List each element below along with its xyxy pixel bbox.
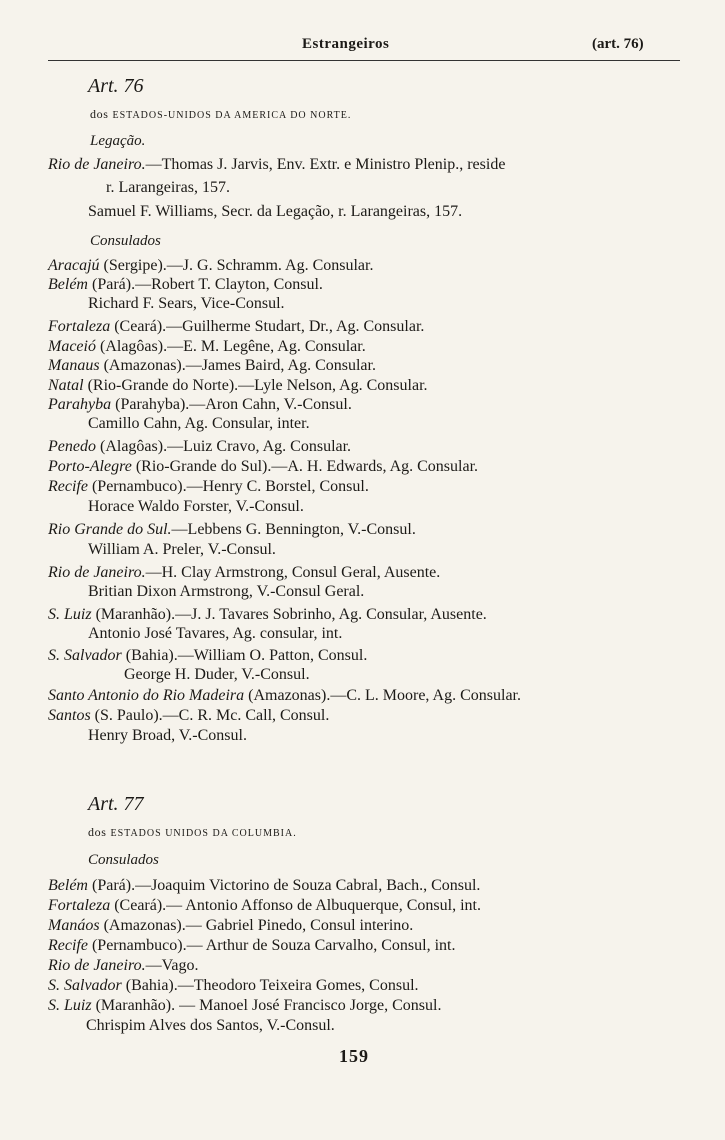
entry-text: Camillo Cahn, Ag. Consular, inter. — [88, 415, 310, 432]
entry-text: (S. Paulo).—C. R. Mc. Call, Consul. — [90, 707, 330, 724]
entry-line — [88, 497, 304, 517]
entry-text: (Rio-Grande do Norte).—Lyle Nelson, Ag. Consular. — [83, 377, 428, 394]
entry-text: (Pará).—Robert T. Clayton, Consul. — [87, 276, 323, 293]
entry-place: Manaus — [48, 357, 100, 374]
entry-place: Penedo — [48, 438, 96, 455]
entry-place: Parahyba — [48, 396, 112, 413]
entry-text: William A. Preler, V.-Consul. — [88, 541, 276, 558]
entry-text: (Bahia).—William O. Patton, Consul. — [121, 647, 368, 664]
entry-line — [48, 646, 367, 666]
entry-line — [106, 178, 230, 198]
entry-line — [88, 726, 247, 746]
header-rule — [48, 60, 680, 61]
entry-place: S. Salvador — [48, 977, 122, 994]
entry-text: (Amazonas).— Gabriel Pinedo, Consul interino. — [99, 917, 414, 934]
entry-text: (Ceará).— Antonio Affonso de Albuquerque, Consul, int. — [110, 897, 481, 914]
entry-text: (Pernambuco).—Henry C. Borstel, Consul. — [87, 478, 369, 495]
entry-text: (Pará).—Joaquim Victorino de Souza Cabral, Bach., Consul. — [87, 877, 481, 894]
entry-text: (Amazonas).—C. L. Moore, Ag. Consular. — [244, 687, 521, 704]
entry-line — [48, 563, 440, 583]
entry-line — [48, 356, 376, 376]
entry-text: r. Larangeiras, 157. — [106, 179, 230, 196]
entry-line — [86, 1016, 335, 1036]
entry-place: Maceió — [48, 338, 96, 355]
entry-text: —Lebbens G. Bennington, V.-Consul. — [171, 521, 416, 538]
subtitle-country: ESTADOS UNIDOS DA COLUMBIA. — [110, 828, 297, 839]
entry-place: Rio Grande do Sul. — [48, 521, 172, 538]
entry-place: Manáos — [48, 917, 100, 934]
subtitle-prefix: dos — [88, 825, 107, 839]
entry-line — [48, 916, 413, 936]
entry-text: (Ceará).—Guilherme Studart, Dr., Ag. Consular. — [110, 318, 425, 335]
entry-text: (Bahia).—Theodoro Teixeira Gomes, Consul. — [121, 977, 419, 994]
entry-line — [48, 337, 366, 357]
entry-place: Rio de Janeiro. — [48, 156, 146, 173]
entry-text: Samuel F. Williams, Secr. da Legação, r. Larangeiras, 157. — [88, 203, 463, 220]
entry-place: Porto-Alegre — [48, 458, 132, 475]
entry-line — [88, 414, 310, 434]
entry-text: (Maranhão).—J. J. Tavares Sobrinho, Ag. Consular, Ausente. — [91, 606, 487, 623]
art-76-subtitle — [90, 104, 351, 126]
entry-line — [88, 540, 276, 560]
entry-text: Britian Dixon Armstrong, V.-Consul Geral. — [88, 583, 365, 600]
entry-line — [48, 956, 199, 976]
entry-line — [48, 896, 481, 916]
entry-line — [48, 437, 351, 457]
page-number: 159 — [339, 1046, 369, 1066]
entry-place: Rio de Janeiro. — [48, 564, 146, 581]
entry-text: Horace Waldo Forster, V.-Consul. — [88, 498, 304, 515]
entry-line — [124, 665, 310, 685]
entry-line — [48, 376, 428, 396]
entry-line — [48, 457, 478, 477]
art-77-label: Art. 77 — [88, 793, 144, 815]
entry-place: Belém — [48, 276, 88, 293]
entry-text: Antonio José Tavares, Ag. consular, int. — [88, 625, 343, 642]
entry-text: —Thomas J. Jarvis, Env. Extr. e Ministro Plenip., reside — [145, 156, 506, 173]
entry-text: (Alagôas).—Luiz Cravo, Ag. Consular. — [95, 438, 352, 455]
entry-text: Richard F. Sears, Vice-Consul. — [88, 295, 285, 312]
entry-place: Fortaleza — [48, 318, 111, 335]
entry-line — [48, 317, 424, 337]
entry-line — [48, 395, 352, 415]
entry-text: Chrispim Alves dos Santos, V.-Consul. — [86, 1017, 335, 1034]
subtitle-country: ESTADOS-UNIDOS DA AMERICA DO NORTE. — [112, 110, 352, 121]
entry-text: George H. Duder, V.-Consul. — [124, 666, 310, 683]
entry-text: —Vago. — [145, 957, 199, 974]
entry-place: Belém — [48, 877, 88, 894]
running-header — [0, 32, 725, 58]
entry-place: Recife — [48, 478, 88, 495]
entry-line — [48, 256, 373, 276]
entry-line — [88, 202, 462, 222]
entry-place: S. Luiz — [48, 606, 92, 623]
entry-text: (Maranhão). — Manoel José Francisco Jorge, Consul. — [91, 997, 442, 1014]
entry-line — [48, 936, 455, 956]
entry-line — [88, 624, 342, 644]
entry-line — [88, 294, 285, 314]
entry-text: Henry Broad, V.-Consul. — [88, 727, 247, 744]
consulados-heading: Consulados — [88, 852, 159, 868]
entry-line — [48, 996, 441, 1016]
entry-text: (Sergipe).—J. G. Schramm. Ag. Consular. — [99, 257, 374, 274]
header-article-ref: (art. 76) — [592, 36, 644, 52]
entry-text: (Amazonas).—James Baird, Ag. Consular. — [99, 357, 376, 374]
entry-text: (Alagôas).—E. M. Legêne, Ag. Consular. — [95, 338, 366, 355]
art-76-label: Art. 76 — [88, 75, 144, 97]
entry-line — [48, 477, 369, 497]
entry-line — [48, 155, 505, 175]
entry-line — [48, 275, 323, 295]
entry-text: —H. Clay Armstrong, Consul Geral, Ausente. — [145, 564, 441, 581]
entry-line — [48, 706, 329, 726]
consulados-heading: Consulados — [90, 233, 161, 249]
entry-line — [88, 582, 364, 602]
entry-place: S. Luiz — [48, 997, 92, 1014]
entry-place: Fortaleza — [48, 897, 111, 914]
entry-place: Santos — [48, 707, 91, 724]
entry-text: (Pernambuco).— Arthur de Souza Carvalho, Consul, int. — [87, 937, 456, 954]
art-77-subtitle — [88, 822, 297, 844]
entry-place: Rio de Janeiro. — [48, 957, 146, 974]
entry-place: Santo Antonio do Rio Madeira — [48, 687, 245, 704]
entry-place: Recife — [48, 937, 88, 954]
legacao-heading: Legação. — [90, 133, 146, 149]
entry-line — [48, 605, 487, 625]
header-title: Estrangeiros — [302, 36, 390, 52]
entry-line — [48, 520, 416, 540]
entry-line — [48, 686, 521, 706]
entry-text: (Parahyba).—Aron Cahn, V.-Consul. — [111, 396, 352, 413]
entry-text: (Rio-Grande do Sul).—A. H. Edwards, Ag. Consular. — [131, 458, 479, 475]
entry-line — [48, 876, 480, 896]
entry-place: Aracajú — [48, 257, 100, 274]
subtitle-prefix: dos — [90, 107, 109, 121]
entry-place: Natal — [48, 377, 84, 394]
entry-line — [48, 976, 419, 996]
entry-place: S. Salvador — [48, 647, 122, 664]
